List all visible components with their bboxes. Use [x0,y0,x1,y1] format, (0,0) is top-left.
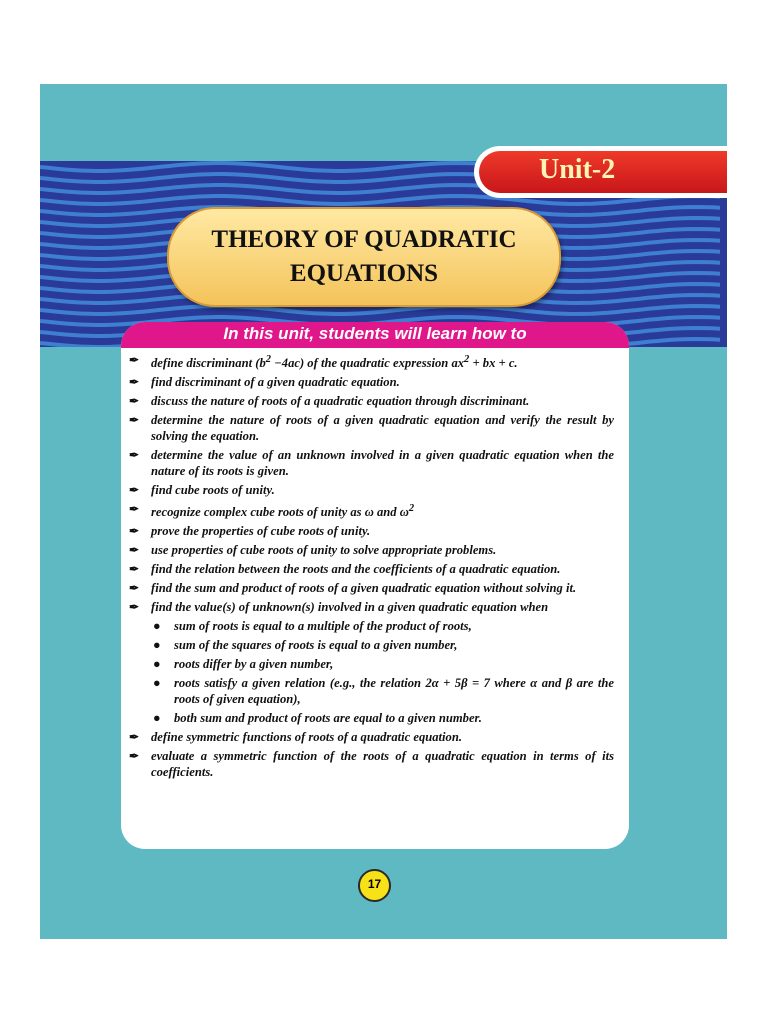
sub-list-item [129,710,614,726]
pen-nib-arrow-icon: ✒ [129,375,140,390]
list-item-text: determine the value of an unknown involved in a given quadratic equation when the nature of its roots is given. [151,448,614,479]
title-pill [167,207,561,307]
list-item-text: determine the nature of roots of a given quadratic equation and verify the result by solving the equation. [151,413,614,444]
bullet-dot-icon: ● [153,638,161,653]
pen-nib-arrow-icon: ✒ [129,353,140,367]
list-item-text: define discriminant $(b^2 -4ac)$ of the quadratic expression $ax^2$ + bx + c. [151,354,518,371]
list-item [129,561,614,577]
page-background [40,84,727,939]
pen-nib-arrow-icon: ✒ [129,749,140,764]
list-item-text: recognize complex cube roots of unity as ω and $\omega^2$ [151,503,415,520]
list-item [129,412,614,444]
pen-nib-arrow-icon: ✒ [129,524,140,539]
list-item-text: both sum and product of roots are equal to a given number. [174,711,482,726]
bullet-dot-icon: ● [153,619,161,634]
title-line-2: EQUATIONS [289,260,439,287]
objectives-list [129,352,614,783]
list-item-text: roots differ by a given number, [174,657,334,672]
pen-nib-arrow-icon: ✒ [129,413,140,428]
card-heading: In this unit, students will learn how to [223,324,527,343]
list-item-text: discuss the nature of roots of a quadratic equation through discriminant. [151,394,530,409]
list-item [129,599,614,615]
card-heading-bar [121,322,629,348]
sub-list-item [129,618,614,634]
page-number-badge [358,869,391,902]
list-item-text: prove the properties of cube roots of unity. [151,524,371,539]
pen-nib-arrow-icon: ✒ [129,600,140,615]
bullet-dot-icon: ● [153,676,161,691]
unit-tab [474,146,727,198]
list-item-text: use properties of cube roots of unity to solve appropriate problems. [151,543,497,558]
list-item [129,729,614,745]
list-item [129,393,614,409]
list-item-text: find discriminant of a given quadratic equation. [151,375,400,390]
list-item-text: sum of roots is equal to a multiple of the product of roots, [174,619,472,634]
sub-list-item [129,675,614,707]
list-item-text: sum of the squares of roots is equal to a given number, [174,638,458,653]
list-item [129,748,614,780]
list-item-text: define symmetric functions of roots of a quadratic equation. [151,730,463,745]
list-item-text: find the value(s) of unknown(s) involved in a given quadratic equation when [151,600,549,615]
pen-nib-arrow-icon: ✒ [129,448,140,463]
pen-nib-arrow-icon: ✒ [129,394,140,409]
pen-nib-arrow-icon: ✒ [129,502,140,517]
pen-nib-arrow-icon: ✒ [129,562,140,577]
sub-list-item [129,656,614,672]
bullet-dot-icon: ● [153,711,161,726]
list-item-text: find cube roots of unity. [151,483,275,498]
list-item [129,352,614,371]
list-item [129,501,614,520]
title-line-1: THEORY OF QUADRATIC [211,226,517,253]
list-item [129,580,614,596]
page-title [169,223,559,291]
list-item [129,374,614,390]
unit-label: Unit-2 [539,154,616,185]
objectives-card [121,322,629,849]
list-item [129,482,614,498]
list-item [129,447,614,479]
list-item [129,542,614,558]
pen-nib-arrow-icon: ✒ [129,581,140,596]
list-item [129,523,614,539]
list-item-text: evaluate a symmetric function of the roots of a quadratic equation in terms of its coefficients. [151,749,614,780]
list-item-text: roots satisfy a given relation (e.g., the relation 2α + 5β = 7 where α and β are the roots of given equation), [174,676,614,707]
pen-nib-arrow-icon: ✒ [129,483,140,498]
pen-nib-arrow-icon: ✒ [129,543,140,558]
sub-list-item [129,637,614,653]
page-number: 17 [367,877,382,891]
list-item-text: find the relation between the roots and the coefficients of a quadratic equation. [151,562,561,577]
pen-nib-arrow-icon: ✒ [129,730,140,745]
bullet-dot-icon: ● [153,657,161,672]
list-item-text: find the sum and product of roots of a given quadratic equation without solving it. [151,581,577,596]
unit-tab-fill [479,151,727,193]
